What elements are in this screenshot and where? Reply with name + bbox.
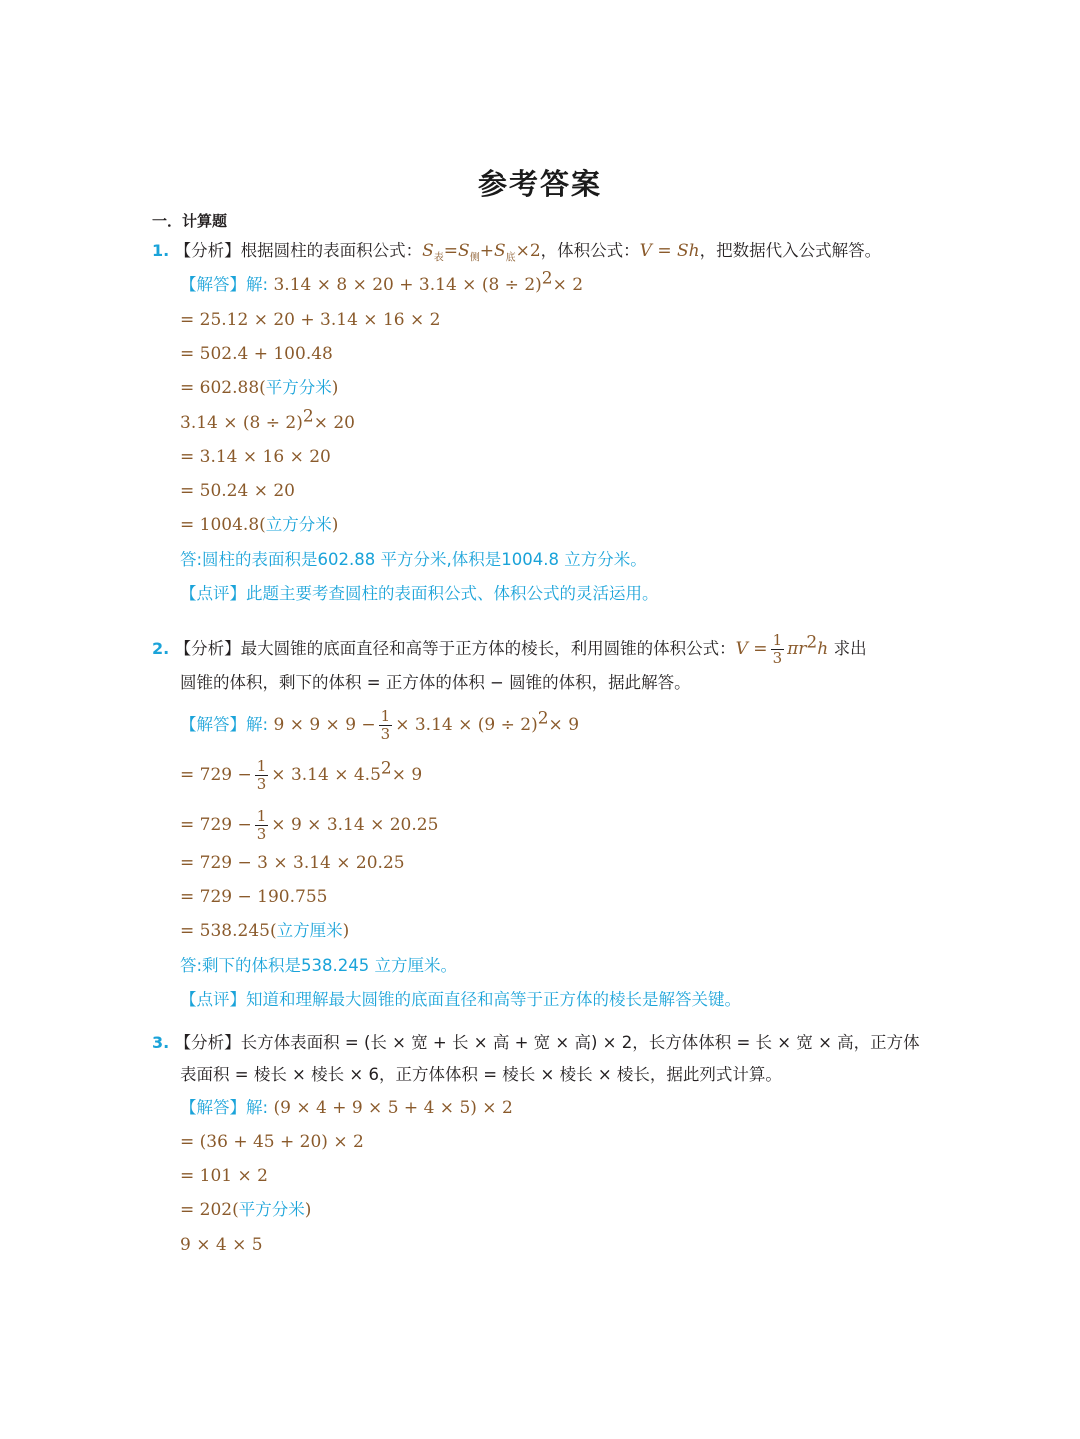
q2-comment: 【点评】知道和理解最大圆锥的底面直径和高等于正方体的棱长是解答关键。 <box>180 990 741 1009</box>
fraction-one-third: $\frac{1}{3}$ <box>772 631 783 667</box>
unit-label: 平方分米 <box>265 378 332 397</box>
q1-step-6: = 3.14 × 16 × 20 <box>180 447 331 467</box>
q1-analysis-text-c: ，把数据代入公式解答。 <box>699 241 882 260</box>
answer-label: 【解答】 <box>180 715 246 734</box>
q2-step-6: = 538.245(立方厘米) <box>180 921 350 941</box>
q3-step-3: = 101 × 2 <box>180 1166 268 1186</box>
answer-label: 【解答】 <box>180 1098 246 1117</box>
q3-number: 3. <box>152 1033 170 1052</box>
q3-step-4: = 202(平方分米) <box>180 1200 312 1220</box>
unit-label: 平方分米 <box>238 1200 305 1219</box>
q1-volume-formula: V = Sh <box>639 241 700 261</box>
q1-step-8: = 1004.8(立方分米) <box>180 515 339 535</box>
analysis-label: 【分析】 <box>174 241 241 260</box>
q1-step-2: = 25.12 × 20 + 3.14 × 16 × 2 <box>180 310 441 330</box>
q3-step-1: 【解答】解: (9 × 4 + 9 × 5 + 4 × 5) × 2 <box>180 1098 513 1118</box>
fraction-one-third: $\frac{1}{3}$ <box>256 757 267 793</box>
fraction-one-third: $\frac{1}{3}$ <box>380 707 391 743</box>
unit-label: 立方分米 <box>265 515 332 534</box>
q1-step-3: = 502.4 + 100.48 <box>180 344 333 364</box>
q1-analysis-text-a: 根据圆柱的表面积公式： <box>240 241 423 260</box>
jie-label: 解: <box>246 275 269 294</box>
q2-step-4: = 729 − 3 × 3.14 × 20.25 <box>180 853 405 873</box>
q1-analysis-text-b: ，体积公式： <box>540 241 640 260</box>
q1-number: 1. <box>152 241 170 260</box>
unit-label: 立方厘米 <box>276 921 343 940</box>
q1-surface-formula: $S_表=S_侧+S_底\times 2$ <box>422 241 541 264</box>
q2-step-2: = 729 − $\frac{1}{3}$ × $3.14 \times 4.5^2\times 9$ <box>180 757 423 793</box>
q3-analysis-line-2: 表面积 = 棱长 × 棱长 × 6，正方体体积 = 棱长 × 棱长 × 棱长，据此列式计算。 <box>180 1065 782 1084</box>
q1-step-5: $3.14 \times (8 \div 2)^2\times 20$ <box>180 406 355 433</box>
fraction-one-third: $\frac{1}{3}$ <box>256 807 267 843</box>
section-heading: 一．计算题 <box>152 212 228 230</box>
q3-step-2: = (36 + 45 + 20) × 2 <box>180 1132 364 1152</box>
q1-step-7: = 50.24 × 20 <box>180 481 295 501</box>
comment-label: 【点评】 <box>180 990 246 1009</box>
q1-analysis <box>152 240 881 262</box>
q2-answer: 答:剩下的体积是538.245 立方厘米。 <box>180 956 458 975</box>
q2-step-1: 【解答】解: 9 × 9 × 9 − $\frac{1}{3}$ × $3.14 \times (9 \div 2)^2\times 9$ <box>180 707 580 743</box>
q3-analysis-line-1: 3. 【分析】长方体表面积 = (长 × 宽 + 长 × 高 + 宽 × 高) × 2，长方体体积 = 长 × 宽 × 高，正方体 <box>152 1033 920 1052</box>
q2-step-5: = 729 − 190.755 <box>180 887 328 907</box>
q2-analysis-line-2: 圆锥的体积，剩下的体积 = 正方体的体积 − 圆锥的体积，据此解答。 <box>180 673 691 692</box>
q1-answer: 答:圆柱的表面积是602.88 平方分米,体积是1004.8 立方分米。 <box>180 550 647 569</box>
q3-step-5: 9 × 4 × 5 <box>180 1235 263 1255</box>
comment-label: 【点评】 <box>180 584 246 603</box>
analysis-label: 【分析】 <box>174 639 241 658</box>
answer-label: 【解答】 <box>180 275 246 294</box>
q1-step-4: = 602.88(平方分米) <box>180 378 339 398</box>
q1-step-1: 【解答】解: $3.14 \times 8 \times 20 + 3.14 \times (8 \div 2)^2\times 2$ <box>180 268 584 295</box>
q2-analysis-line-1: 2. 【分析】最大圆锥的底面直径和高等于正方体的棱长，利用圆锥的体积公式：V = $\frac{1}{3}$ $\pi r^2h$ 求出 <box>152 631 867 667</box>
page-title: 参考答案 <box>477 167 602 201</box>
q2-number: 2. <box>152 639 170 658</box>
q1-comment: 【点评】此题主要考查圆柱的表面积公式、体积公式的灵活运用。 <box>180 584 659 603</box>
analysis-label: 【分析】 <box>174 1033 241 1052</box>
q2-step-3: = 729 − $\frac{1}{3}$ × 9 × 3.14 × 20.25 <box>180 807 439 843</box>
